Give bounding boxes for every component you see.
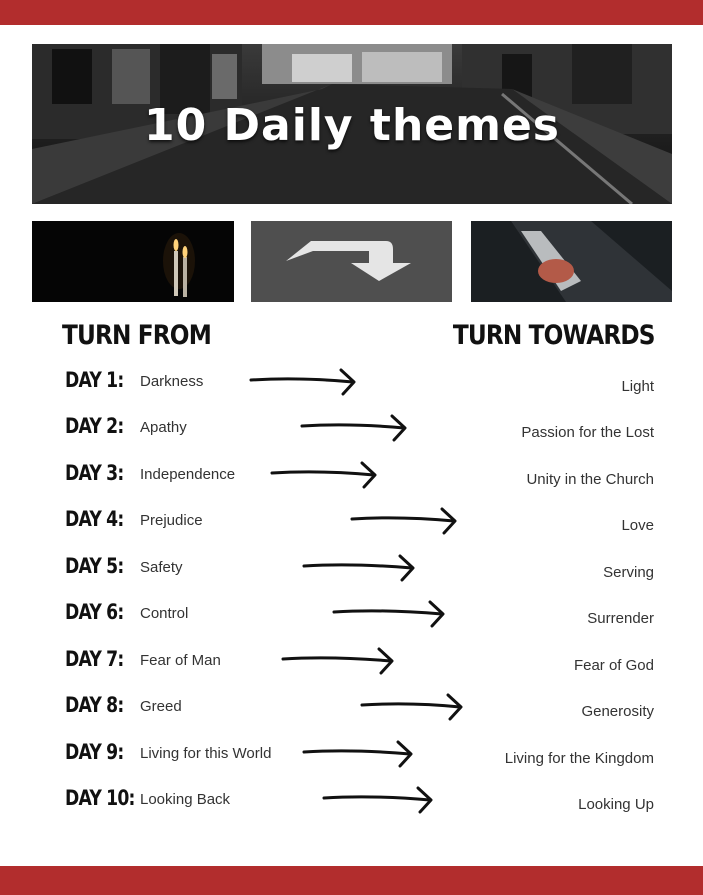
day-label: DAY 5:	[65, 554, 124, 578]
day-label: DAY 3:	[65, 461, 124, 485]
arrow-icon	[322, 786, 438, 816]
arrow-icon	[270, 461, 382, 491]
day-label: DAY 4:	[65, 507, 124, 531]
turn-towards-value: Serving	[603, 564, 654, 581]
day-label: DAY 10:	[65, 786, 135, 810]
turn-from-value: Independence	[140, 466, 236, 483]
bottom-red-band	[0, 866, 703, 895]
turn-from-value: Darkness	[140, 373, 204, 390]
arrow-icon	[350, 507, 462, 537]
u-turn-arrow-photo	[251, 221, 452, 302]
praying-hands-photo	[471, 221, 672, 302]
day-label: DAY 9:	[65, 740, 124, 764]
day-row	[0, 600, 703, 630]
turn-towards-value: Looking Up	[578, 796, 654, 813]
turn-towards-value: Passion for the Lost	[521, 424, 654, 441]
turn-from-value: Control	[140, 605, 189, 622]
top-red-band	[0, 0, 703, 25]
day-label: DAY 7:	[65, 647, 124, 671]
arrow-icon	[300, 414, 412, 444]
day-row	[0, 368, 703, 398]
turn-from-value: Fear of Man	[140, 652, 221, 669]
turn-from-value: Prejudice	[140, 512, 203, 529]
turn-towards-value: Living for the Kingdom	[504, 750, 654, 767]
arrow-icon	[302, 740, 418, 770]
hero-banner	[32, 44, 672, 204]
turn-towards-value: Generosity	[581, 703, 654, 720]
arrow-icon	[332, 600, 450, 630]
day-row	[0, 507, 703, 537]
turn-towards-value: Surrender	[587, 610, 654, 627]
turn-towards-heading: TURN TOWARDS	[453, 320, 655, 351]
turn-from-value: Safety	[140, 559, 183, 576]
day-row	[0, 461, 703, 491]
turn-from-value: Living for this World	[140, 745, 272, 762]
arrow-icon	[281, 647, 399, 677]
candles-photo	[32, 221, 234, 302]
day-row	[0, 647, 703, 677]
turn-towards-value: Love	[621, 517, 654, 534]
day-label: DAY 2:	[65, 414, 124, 438]
arrow-icon	[249, 368, 361, 398]
day-label: DAY 1:	[65, 368, 124, 392]
turn-towards-value: Unity in the Church	[526, 471, 654, 488]
turn-towards-value: Light	[621, 378, 654, 395]
day-row	[0, 740, 703, 770]
day-label: DAY 6:	[65, 600, 124, 624]
turn-from-value: Greed	[140, 698, 182, 715]
arrow-icon	[360, 693, 468, 723]
turn-towards-value: Fear of God	[573, 657, 654, 674]
turn-from-value: Looking Back	[140, 791, 231, 808]
turn-from-value: Apathy	[140, 419, 187, 436]
day-row	[0, 693, 703, 723]
day-row	[0, 414, 703, 444]
day-label: DAY 8:	[65, 693, 124, 717]
turn-from-heading: TURN FROM	[62, 320, 211, 351]
page-title: 10 Daily themes	[143, 100, 560, 151]
arrow-icon	[302, 554, 420, 584]
day-row	[0, 786, 703, 816]
day-row	[0, 554, 703, 584]
